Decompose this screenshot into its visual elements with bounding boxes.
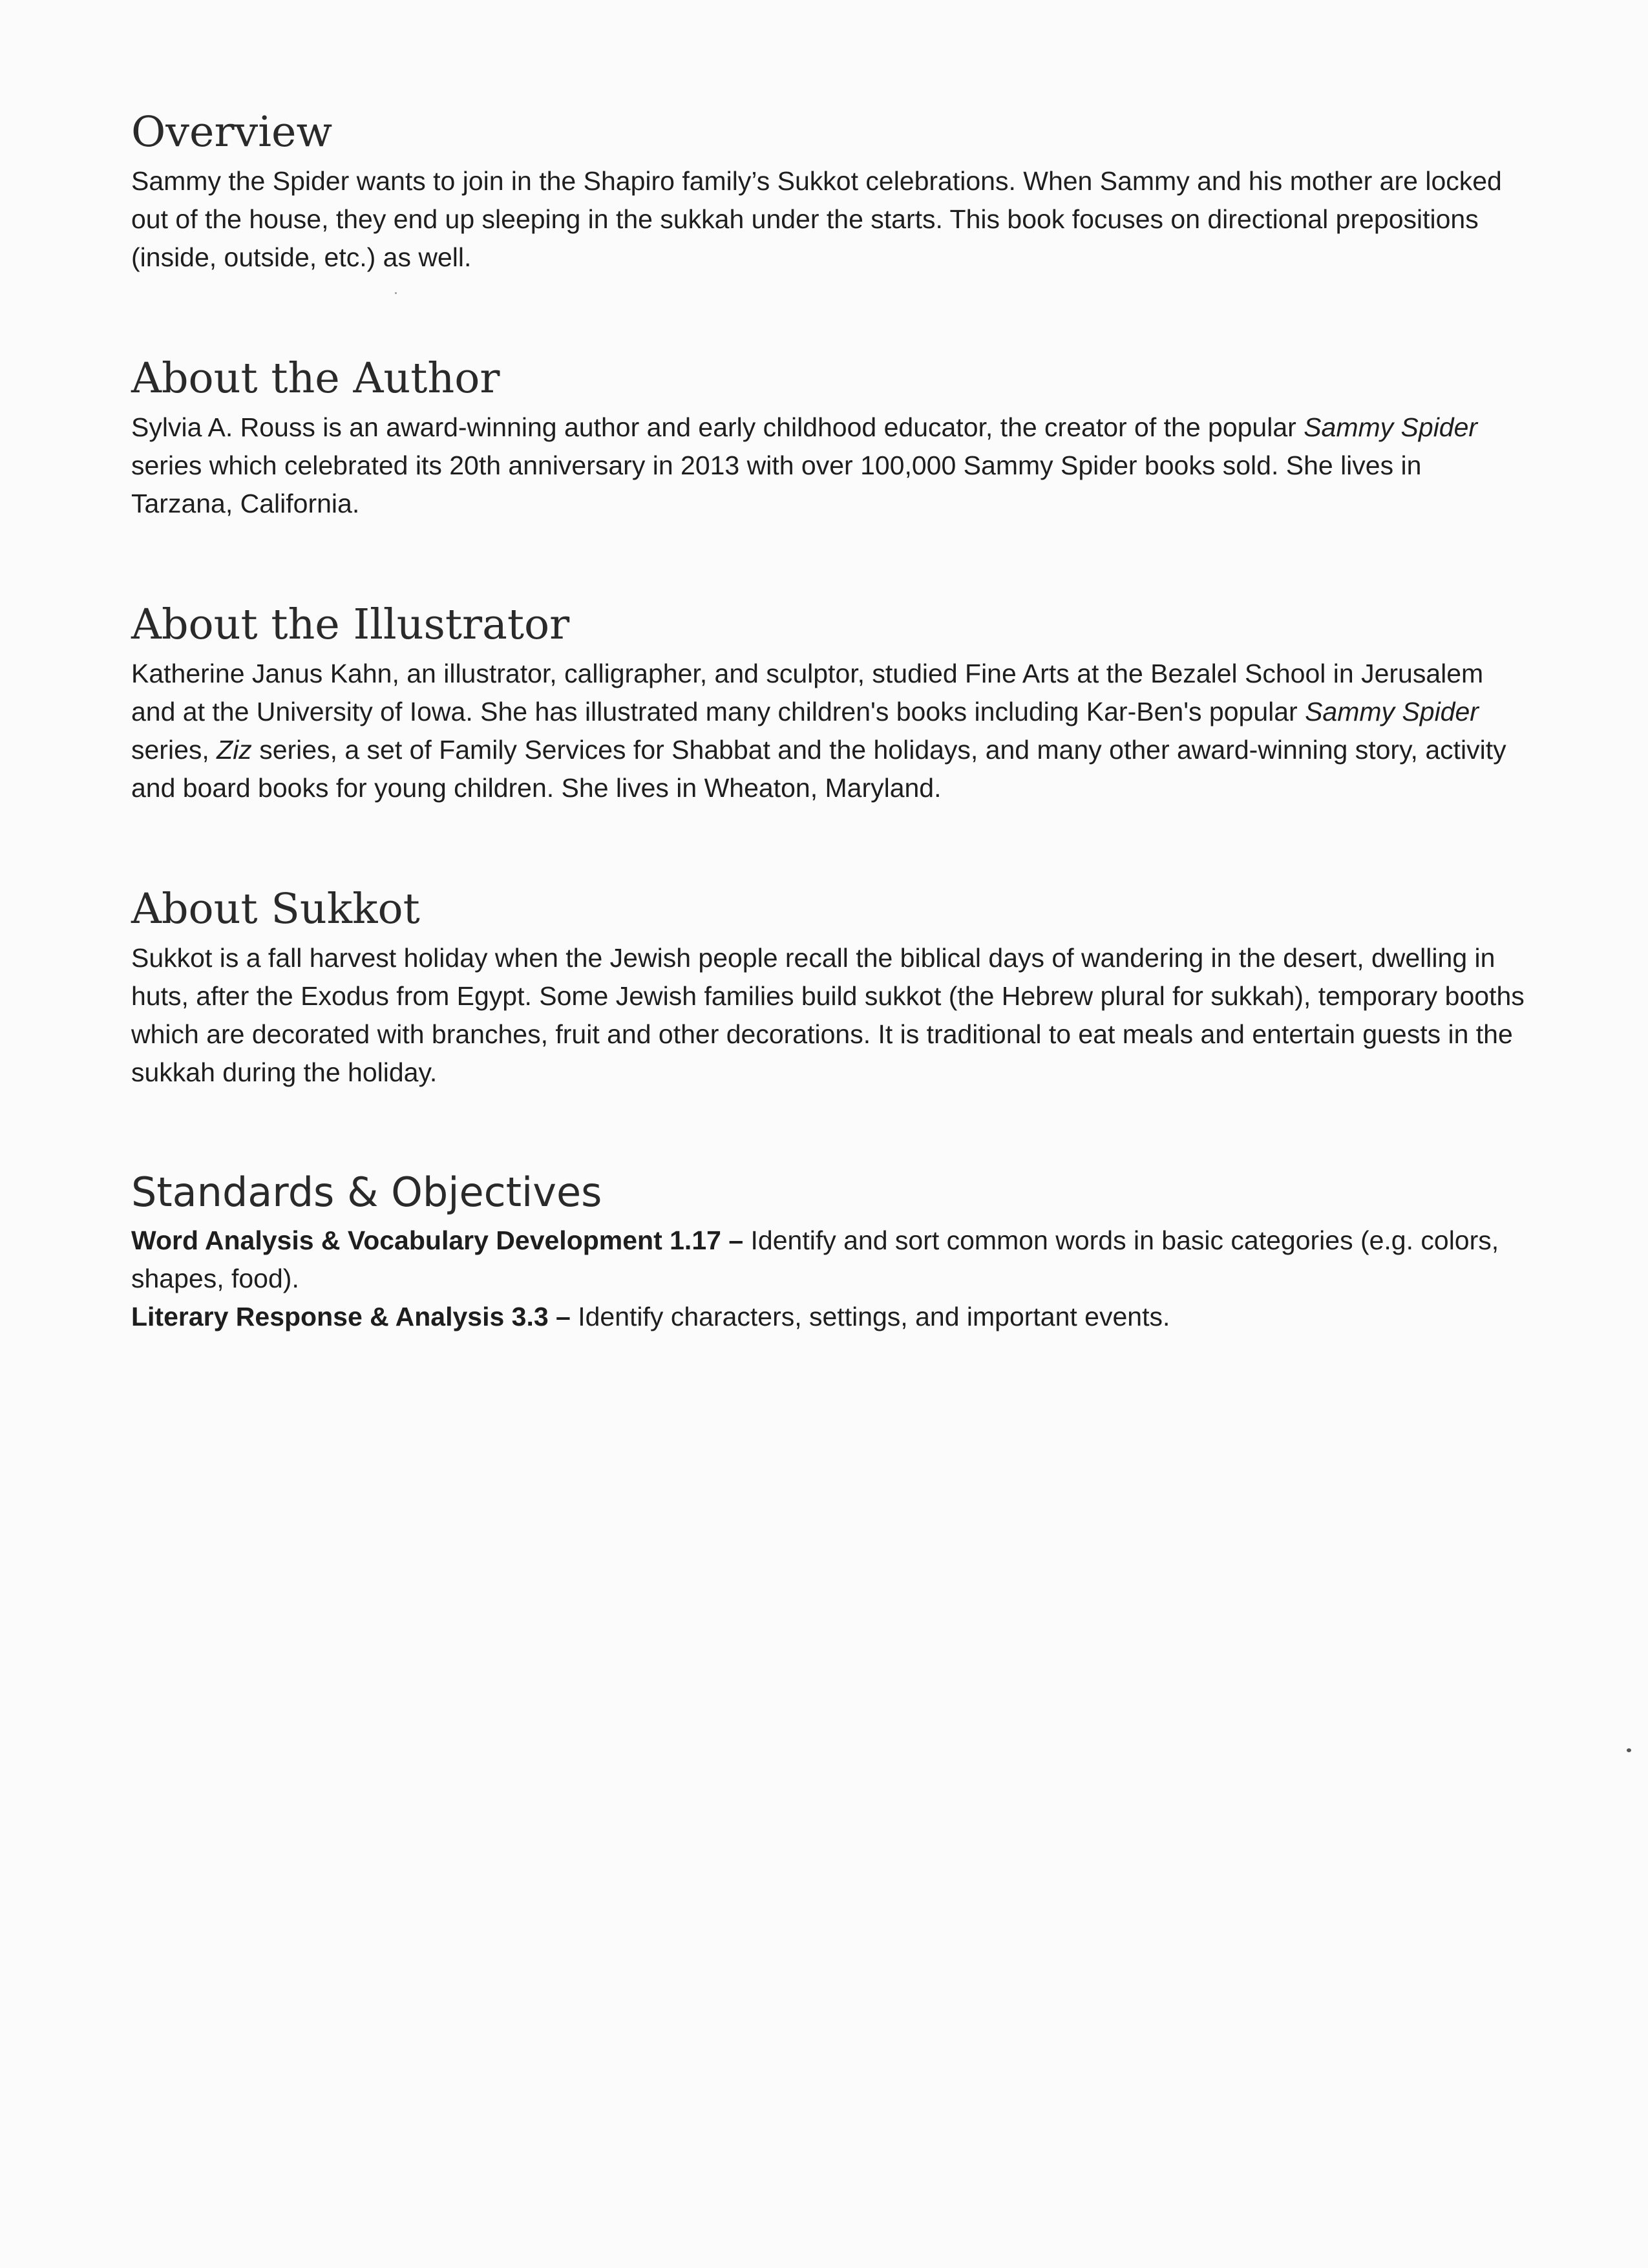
illustrator-text-part-2: series,: [131, 735, 217, 765]
illustrator-section: [131, 600, 1528, 807]
overview-text: Sammy the Spider wants to join in the Shapiro family’s Sukkot celebrations. When Sammy and his mother are locked out of the house, they end up sleeping in the sukkah under the starts. This book focuses on directional prepositions (inside, outside, etc.) as well.: [131, 166, 1502, 272]
standard-description: Identify characters, settings, and important events.: [570, 1302, 1170, 1331]
illustrator-heading: About the Illustrator: [131, 600, 570, 649]
standard-item: [131, 1222, 1528, 1298]
author-text-part-1: Sylvia A. Rouss is an award-winning author and early childhood educator, the creator of the popular: [131, 412, 1304, 442]
illustrator-text-part-3: series, a set of Family Services for Shabbat and the holidays, and many other award-winning story, activity and board books for young children. She lives in Wheaton, Maryland.: [131, 735, 1506, 803]
standard-label: Word Analysis & Vocabulary Development 1.17 –: [131, 1225, 744, 1255]
author-text: [131, 408, 1528, 523]
standards-section: [131, 1169, 1528, 1336]
scan-speck: [395, 292, 397, 294]
overview-section: [131, 108, 1528, 277]
standards-heading: Standards & Objectives: [131, 1169, 602, 1216]
overview-heading: Overview: [131, 108, 333, 156]
illustrator-text-part-1: Katherine Janus Kahn, an illustrator, calligrapher, and sculptor, studied Fine Arts at the Bezalel School in Jerusalem and at the University of Iowa. She has illustrated many children's books including Kar-Ben's popular: [131, 659, 1484, 726]
author-text-part-2: series which celebrated its 20th anniversary in 2013 with over 100,000 Sammy Spider books sold. She lives in Tarzana, California.: [131, 450, 1422, 518]
standard-label: Literary Response & Analysis 3.3 –: [131, 1302, 571, 1331]
scan-speck: [1627, 1748, 1631, 1752]
sukkot-heading: About Sukkot: [131, 885, 420, 933]
illustrator-series-title-2: Ziz: [217, 735, 252, 765]
illustrator-series-title-1: Sammy Spider: [1305, 697, 1479, 726]
sukkot-text: Sukkot is a fall harvest holiday when the Jewish people recall the biblical days of wandering in the desert, dwelling in huts, after the Exodus from Egypt. Some Jewish families build sukkot (the Hebrew plural for sukkah), temporary booths which are decorated with branches, fruit and other decorations. It is traditional to eat meals and entertain guests in the sukkah during the holiday.: [131, 943, 1525, 1087]
author-series-title: Sammy Spider: [1304, 412, 1478, 442]
author-heading: About the Author: [131, 354, 500, 403]
author-section: [131, 354, 1528, 523]
standard-item: [131, 1298, 1528, 1336]
illustrator-text: [131, 655, 1528, 807]
sukkot-section: [131, 885, 1528, 1092]
standard-description: Identify and sort common words in basic categories (e.g. colors, shapes, food).: [131, 1225, 1499, 1293]
